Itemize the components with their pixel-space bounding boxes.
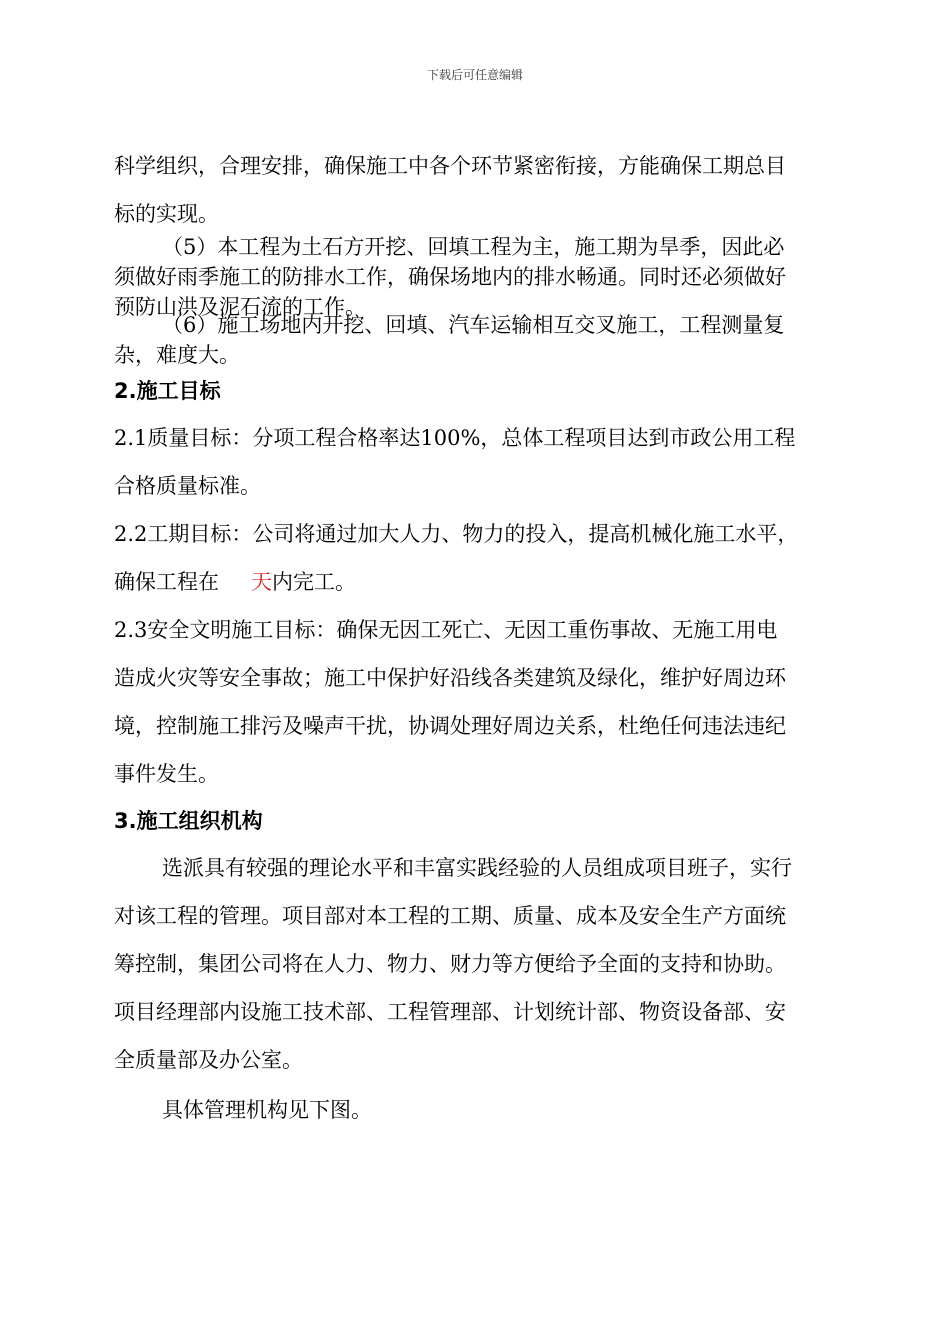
text-line: 标的实现。 (114, 202, 219, 226)
text-line: （6）施工场地内开挖、回填、汽车运输相互交叉施工，工程测量复 (162, 313, 785, 337)
text-line: 须做好雨季施工的防排水工作，确保场地内的排水畅通。同时还必须做好 (114, 265, 786, 289)
section-heading-goals: 2.施工目标 (114, 379, 221, 403)
paragraph-see-chart (114, 1086, 838, 1134)
highlighted-text: 天 (251, 570, 272, 594)
section-heading-organization: 3.施工组织机构 (114, 809, 263, 833)
text-line: （5）本工程为土石方开挖、回填工程为主，施工期为旱季，因此必 (162, 235, 785, 259)
paragraph-item-5 (114, 232, 838, 322)
text-line: 对该工程的管理。项目部对本工程的工期、质量、成本及安全生产方面统 (114, 904, 786, 928)
text-line: 项目经理部内设施工技术部、工程管理部、计划统计部、物资设备部、安 (114, 1000, 786, 1024)
text-line: 2.3安全文明施工目标：确保无因工死亡、无因工重伤事故、无施工用电 (114, 618, 778, 642)
text-line: 具体管理机构见下图。 (162, 1098, 372, 1122)
text-line: 造成火灾等安全事故；施工中保护好沿线各类建筑及绿化，维护好周边环 (114, 666, 786, 690)
paragraph-organization (114, 844, 838, 1084)
paragraph-safety-goal (114, 606, 838, 798)
text-line: 合格质量标准。 (114, 474, 261, 498)
text-line: 2.1质量目标：分项工程合格率达100%，总体工程项目达到市政公用工程 (114, 426, 796, 450)
text-segment: 确保工程在 (114, 570, 219, 594)
text-line: 杂，难度大。 (114, 343, 240, 367)
text-line: 2.2工期目标：公司将通过加大人力、物力的投入，提高机械化施工水平， (114, 522, 799, 546)
text-line: 筹控制，集团公司将在人力、物力、财力等方便给予全面的支持和协助。 (114, 952, 786, 976)
text-line: 境，控制施工排污及噪声干扰，协调处理好周边关系，杜绝任何违法违纪 (114, 714, 786, 738)
text-line: 预防山洪及泥石流的工作。 (114, 295, 366, 319)
paragraph-schedule-intro (114, 142, 838, 238)
paragraph-schedule-goal (114, 510, 838, 606)
text-line: 科学组织，合理安排，确保施工中各个环节紧密衔接，方能确保工期总目 (114, 154, 786, 178)
paragraph-quality-goal (114, 414, 838, 510)
paragraph-item-6 (114, 310, 838, 370)
text-segment: 内完工。 (272, 570, 356, 594)
text-line: 事件发生。 (114, 762, 219, 786)
text-line (114, 558, 838, 606)
text-line: 全质量部及办公室。 (114, 1048, 303, 1072)
page-header: 下载后可任意编辑 (426, 68, 523, 82)
text-line: 选派具有较强的理论水平和丰富实践经验的人员组成项目班子，实行 (162, 856, 792, 880)
